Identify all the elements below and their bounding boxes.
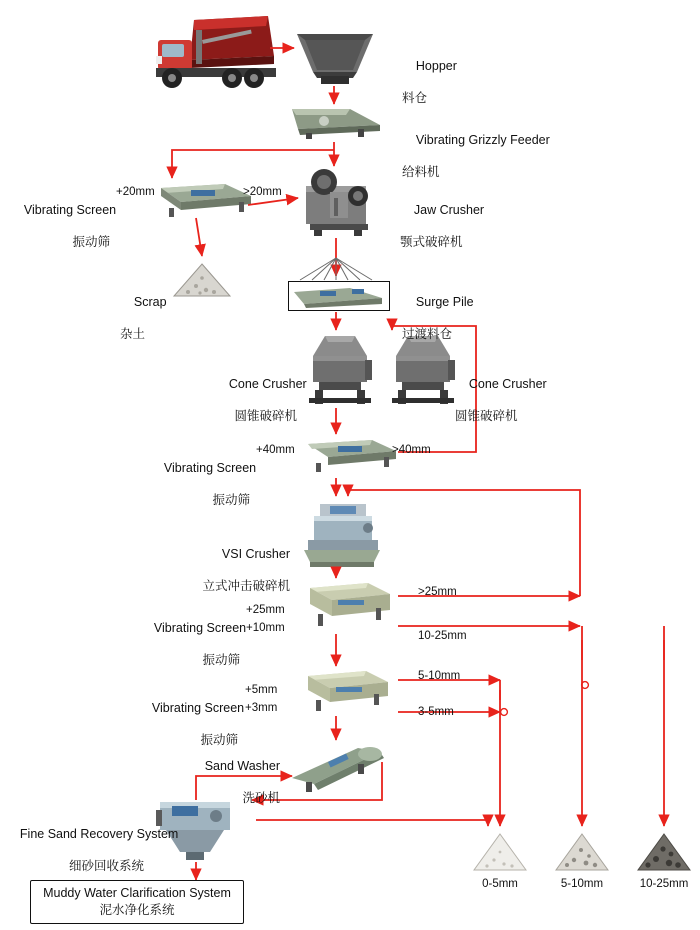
vibrating-screen-40-icon	[302, 436, 400, 478]
product-cone-5-10-icon	[554, 832, 610, 876]
label-gt20mm: >20mm	[243, 186, 282, 198]
label-surge-cn: 过渡料仓	[402, 327, 453, 341]
label-screen20-en: Vibrating Screen	[23, 203, 117, 217]
label-5-10mm: 5-10mm	[418, 670, 461, 682]
label-screen2510-cn: 振动筛	[202, 653, 240, 667]
label-sand-washer	[190, 742, 280, 838]
label-3-5mm: 3-5mm	[418, 706, 454, 718]
surge-pile-conveyor-icon	[290, 282, 386, 308]
label-screen40-cn: 振动筛	[212, 493, 250, 507]
label-screen53-spec1: +5mm	[245, 684, 278, 696]
label-screen20-spec: +20mm	[116, 186, 155, 198]
label-screen2510-spec1: +25mm	[246, 604, 285, 616]
label-muddy-en: Muddy Water Clarification System	[43, 886, 231, 900]
vibrating-screen-25-10-icon	[302, 580, 394, 632]
label-hopper-cn: 料仓	[402, 91, 428, 105]
sand-washer-icon	[288, 742, 398, 796]
label-screen40-en: Vibrating Screen	[163, 461, 257, 475]
label-finesand-en: Fine Sand Recovery System	[19, 827, 179, 841]
label-cone1-cn: 圆锥破碎机	[234, 409, 297, 423]
label-hopper-en: Hopper	[415, 59, 457, 73]
label-product-0-5: 0-5mm	[482, 878, 518, 890]
label-screen40-spec: +40mm	[256, 444, 295, 456]
label-scrap-en: Scrap	[133, 295, 167, 309]
label-gt40mm: >40mm	[392, 444, 431, 456]
product-cone-10-25-icon	[636, 832, 692, 876]
cone-crusher-1-icon	[305, 334, 375, 406]
vibrating-screen-20-icon	[155, 180, 255, 224]
label-feeder-cn: 给料机	[402, 165, 440, 179]
label-jaw-crusher	[400, 186, 484, 282]
label-screen2510-spec2: +10mm	[246, 622, 285, 634]
label-surge-en: Surge Pile	[415, 295, 474, 309]
label-jaw-en: Jaw Crusher	[413, 203, 485, 217]
label-cone2-cn: 圆锥破碎机	[455, 409, 518, 423]
vibrating-grizzly-feeder-icon	[288, 105, 384, 141]
label-cone1-en: Cone Crusher	[228, 377, 307, 391]
jaw-crusher-icon	[300, 168, 376, 236]
label-jaw-cn: 颚式破碎机	[400, 235, 463, 249]
vsi-crusher-icon	[300, 500, 384, 570]
label-vibrating-screen-40	[150, 444, 257, 540]
vibrating-screen-5-3-icon	[300, 668, 392, 716]
label-scrap	[120, 278, 167, 374]
label-product-5-10: 5-10mm	[560, 878, 604, 890]
label-cone-crusher-1	[215, 360, 307, 456]
label-finesand-cn: 细砂回收系统	[68, 859, 144, 873]
label-screen20-cn: 振动筛	[72, 235, 110, 249]
label-sandwasher-en: Sand Washer	[204, 759, 280, 773]
label-cone2-en: Cone Crusher	[468, 377, 547, 391]
label-screen53-cn: 振动筛	[200, 733, 238, 747]
muddy-water-clarification-system-box	[30, 880, 244, 924]
dump-truck-icon	[150, 10, 280, 90]
label-cone-crusher-2	[455, 360, 547, 456]
hopper-icon	[295, 28, 375, 88]
label-screen2510-en: Vibrating Screen	[153, 621, 247, 635]
label-sandwasher-cn: 洗砂机	[242, 791, 280, 805]
label-vibrating-screen-20	[10, 186, 117, 282]
product-cone-0-5-icon	[472, 832, 528, 876]
label-screen53-en: Vibrating Screen	[151, 701, 245, 715]
label-feeder-en: Vibrating Grizzly Feeder	[415, 133, 550, 147]
label-screen53-spec2: +3mm	[245, 702, 278, 714]
label-10-25mm: 10-25mm	[418, 630, 467, 642]
label-scrap-cn: 杂土	[120, 327, 146, 341]
label-product-10-25: 10-25mm	[639, 878, 689, 890]
label-vsi-en: VSI Crusher	[221, 547, 290, 561]
scrap-pile-icon	[172, 262, 232, 302]
label-vsi-cn: 立式冲击破碎机	[202, 579, 290, 593]
label-muddy-cn: 泥水净化系统	[99, 903, 175, 917]
label-gt25mm: >25mm	[418, 586, 457, 598]
